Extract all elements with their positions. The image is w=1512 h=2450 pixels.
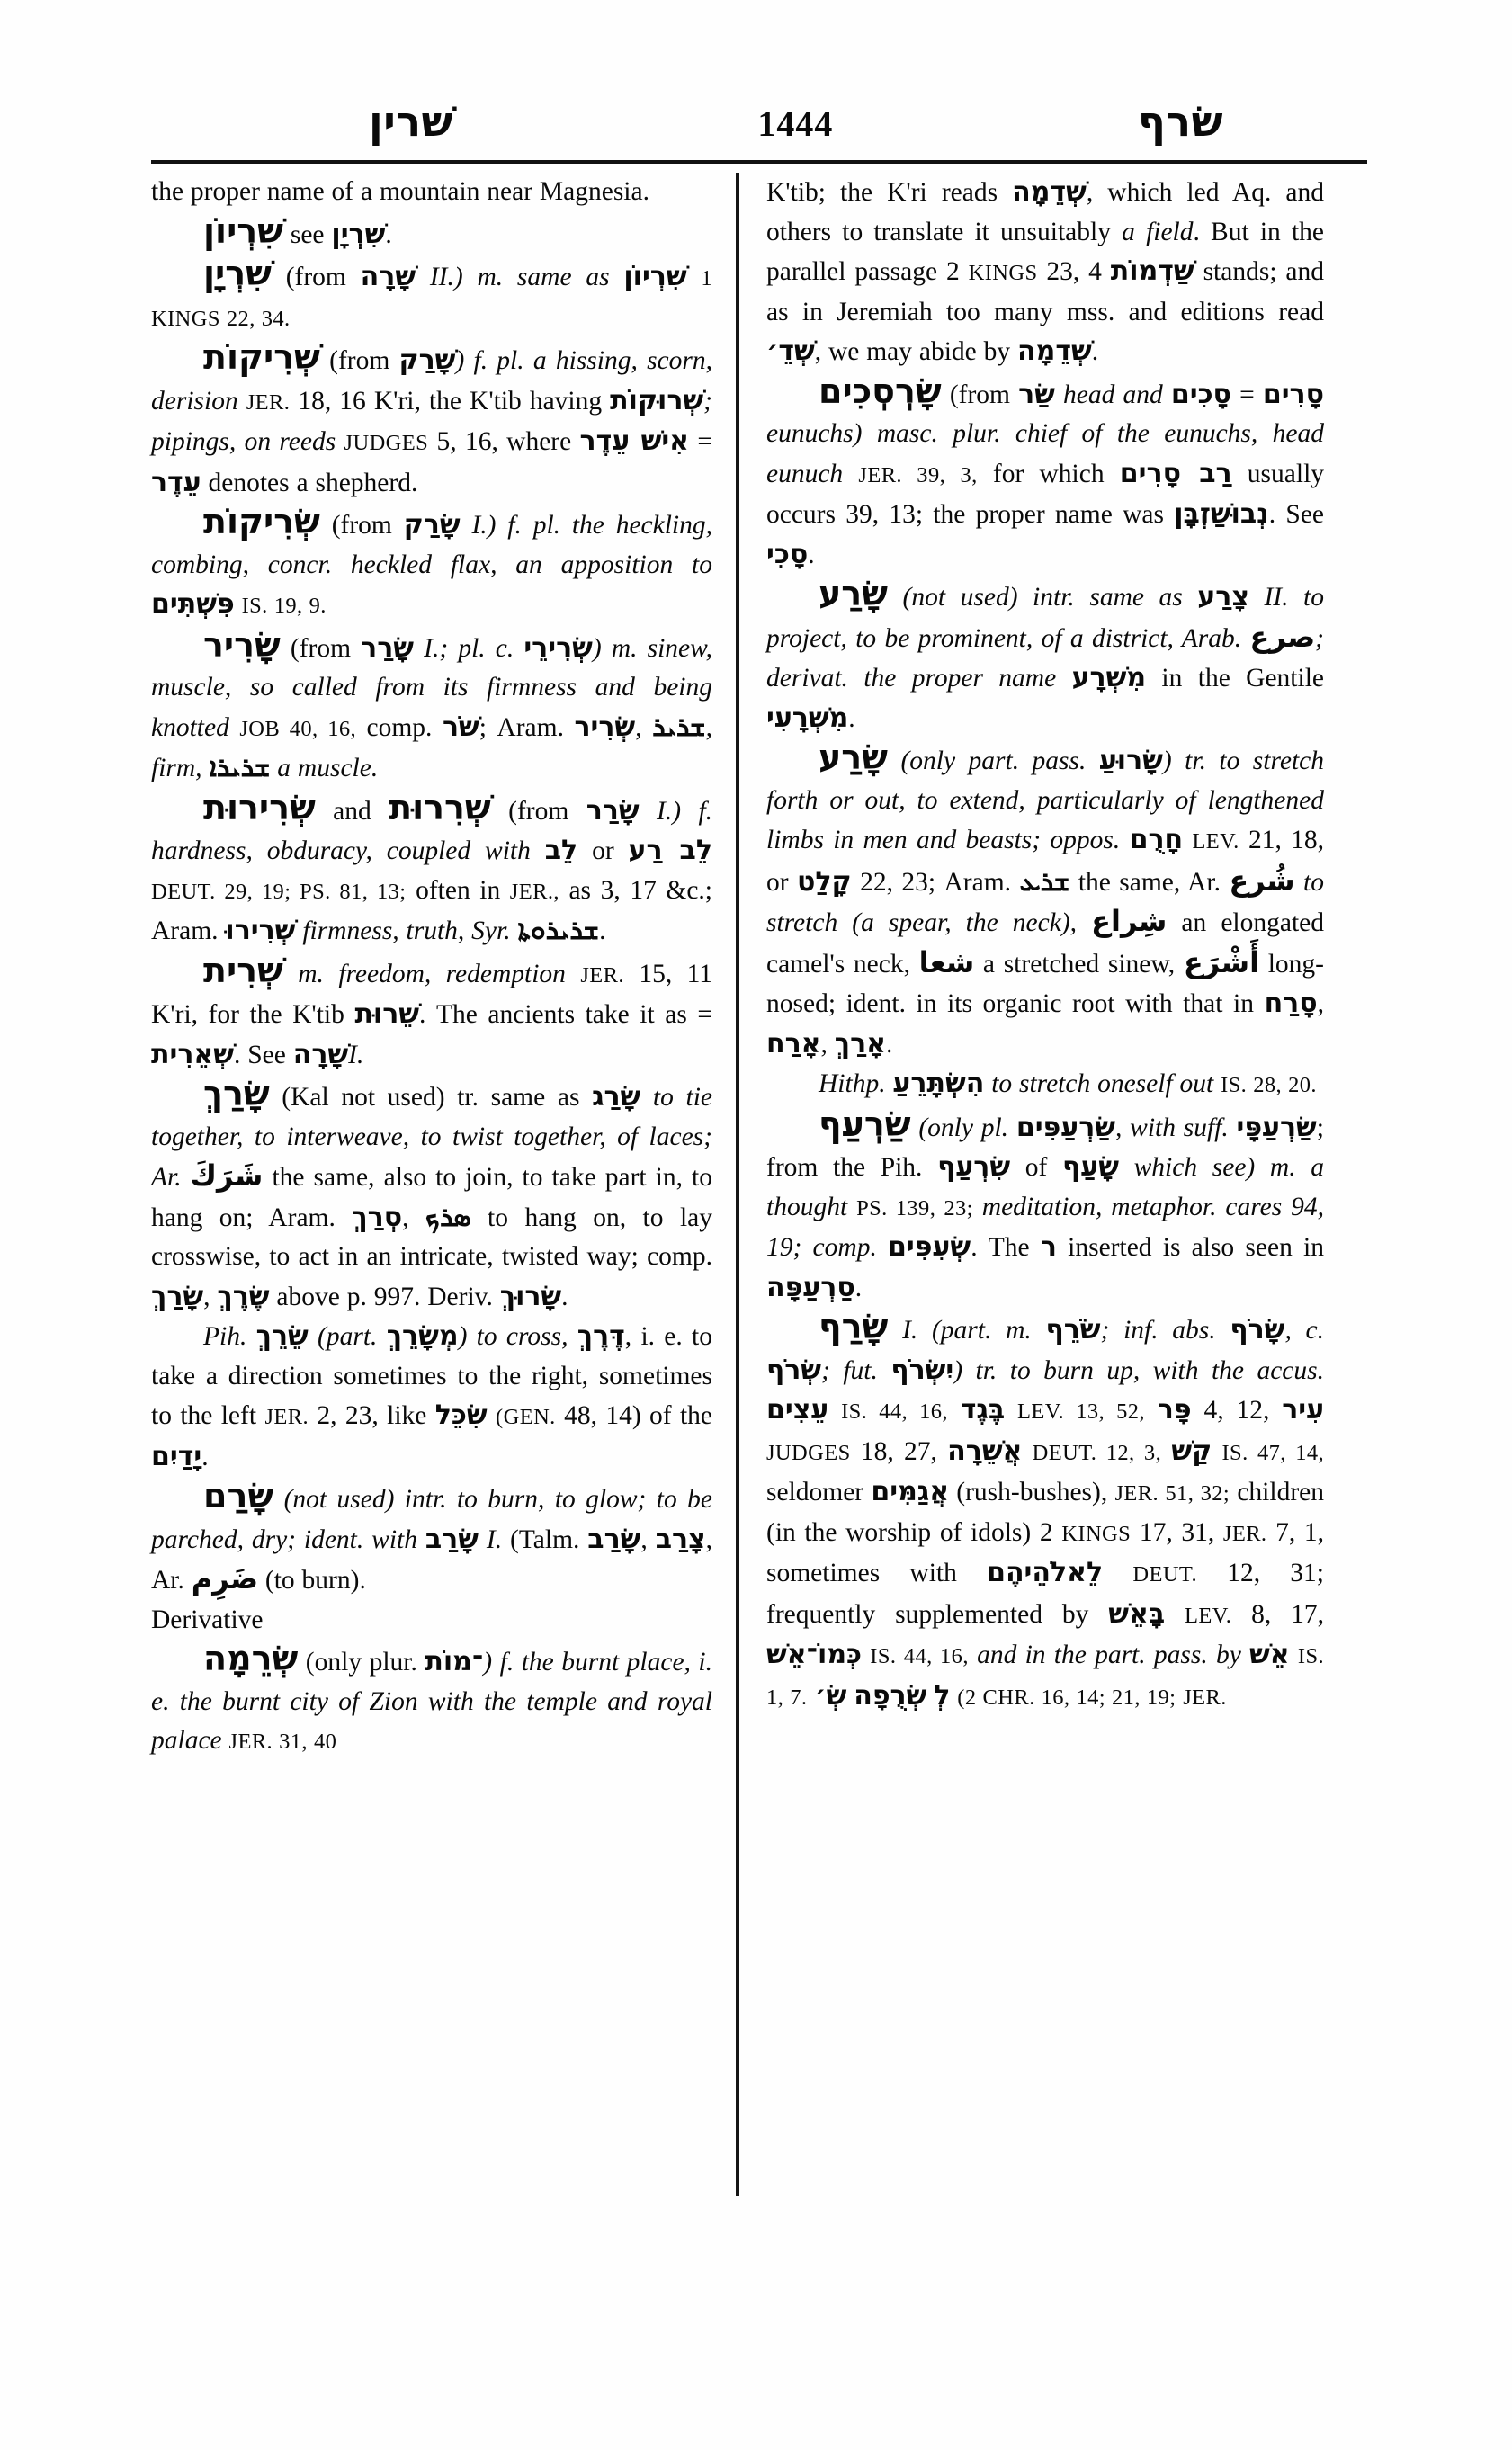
entry-serikot-heckled [151,503,712,626]
definition-text: ; derivat. the proper name [766,623,1324,693]
text-run: (from [941,380,1019,409]
plural-hebrew: שַׂרְעַפִּים [1015,1111,1116,1143]
grammar-abbrev: (only pl. [910,1113,1016,1142]
entry-sherikot-hissing [151,338,712,503]
text-run: K'tib; the K'ri reads [766,178,1013,207]
derivative-label: Derivative [151,1605,264,1634]
derivative-hebrew: שָׂרוּךְ [499,1280,562,1312]
infinitive-hebrew: שְׂרֹף [766,1354,822,1386]
lemma-hebrew: שְׂרִיקוֹת [203,502,320,541]
scripture-reference: IS. 44, 16, [841,1399,948,1424]
scripture-reference: LEV. [1185,1603,1232,1628]
lemma-hebrew: שָׂרַע [819,574,889,613]
aramaic-hebrew: שְׁרִירוּ [225,915,296,946]
definition-text: and in the part. pass. by [968,1641,1250,1669]
grammar-abbrev: (part. [308,1322,387,1351]
text-run: 12, 31; [1197,1559,1324,1587]
text-run: , Ar. [151,1525,713,1595]
text-run: . [854,1273,863,1302]
text-run: , which led Aq. and others to translate it unsuitably [766,178,1324,246]
text-run: inserted is also seen in [1056,1233,1324,1262]
object-hebrew: דֶּרֶךְ [577,1320,625,1352]
kri-hebrew: שְׁדֵמָה [1017,335,1092,367]
cognate-hebrew: אָרַח [766,1027,821,1060]
paragraph-continuation [766,173,1324,372]
text-run: of [1010,1153,1063,1182]
subentry-hithpael [766,1064,1324,1105]
comparison-hebrew: שֹׁר [442,711,479,743]
entry-shiryon-see [151,212,712,255]
text-run: (to burn). [258,1566,366,1595]
page-number: 1444 [757,103,834,144]
lemma-hebrew: שָׂרַע [819,738,889,777]
entry-sherit-freedom [151,952,712,1076]
left-column [151,173,736,2358]
text-run: the proper name of a mountain near Magnesia. [151,177,649,206]
entry-seremah-burnt-place [151,1640,712,1762]
component-hebrew: סָרִים [1262,378,1325,410]
proper-name-hebrew: מִשְׁרָע [1071,662,1147,693]
definition-text: f. hardness, obduracy, coupled with [151,796,713,865]
arabic-script: شُرع [1229,863,1295,898]
text-run: (from [319,346,399,375]
definition-text: ) m. sinew, muscle, so called from its firmness and being knotted [151,633,713,742]
scripture-reference: JER. 39, 3, [858,462,978,487]
definition-text: ) f. the burnt place, i. e. the burnt city of Zion with the temple and royal palace [151,1648,712,1755]
phrase-hebrew: עֵדֶר [151,466,201,498]
text-run: the same, also to join, to take part in, to hang on; Aram. [151,1163,712,1232]
text-run: . [599,917,606,945]
text-run: 15, 11 [623,959,712,988]
scripture-reference: KINGS [968,261,1038,285]
entry-sarsekim [766,372,1324,576]
text-run: 7, 1, [1266,1517,1325,1547]
paragraph-continuation [151,173,712,212]
entry-saram-burn: שָׂרַם (not used) intr. to burn, to glow; to be parched, dry; ident. with שָׂרַב I. (Talm. שָׂרַב, צָרַב, Ar. ضَرِم (to burn). Derivative [151,1476,713,1634]
accusative-hebrew: עִיר [1282,1394,1325,1426]
header-rule [151,160,1367,164]
definition-text: ) to cross, [458,1322,577,1351]
text-run: above p. 997. [269,1282,421,1311]
roman-numeral: I. [902,1316,918,1345]
running-head-right-hebrew: שׂרף [1137,97,1223,146]
abbrev-hebrew: שְׁדֵ׳ [766,335,815,367]
accusative-hebrew: אֲגַמִּים [871,1476,950,1507]
two-column-body [151,173,1371,2358]
text-run: = [689,427,712,456]
same-as-hebrew: שָׂרַג [592,1081,641,1113]
text-run: comp. [356,712,443,742]
scripture-reference: IS. 28, 20. [1221,1073,1317,1097]
grammar-abbrev: , c. [1284,1316,1324,1345]
text-run: as 3, 17 &c.; Aram. [151,875,713,945]
lemma-hebrew: שָׂרַם [203,1476,274,1516]
definition-text: ) f. pl. a hissing, scorn, derision [151,346,713,416]
lemma-hebrew: שִׁרְיָן [203,254,272,293]
parallel-hebrew: שַׁדְמוֹת [1110,255,1194,287]
letter-hebrew: ר [1040,1231,1057,1263]
text-run: stands; and as in Jeremiah too many mss. and editions read [766,257,1324,326]
running-head-left-hebrew: שׁרין [369,97,453,146]
root-hebrew: שָׂרַק [403,509,461,541]
accusative-hebrew: אֲשֵׁרָה [947,1435,1023,1467]
text-run: . [201,1442,209,1471]
scripture-reference: JER. [246,389,291,415]
talmudic-hebrew: שָׂרַב [587,1523,641,1555]
text-run: (from [319,511,404,540]
roman-numeral: I.) [657,796,682,826]
entry-sarak-tie: שָׂרַךְ (Kal not used) tr. same as שָׂרַג to tie together, to interweave, to twist together, of laces; Ar. شَرَكَ the same, also to join, to take part in, to hang on; Aram. סְרַךְ, ܣܪܟ to hang on, to lay crosswise, to act in an intricate, twisted way; comp. שָׂרַךְ, שֶׂרֶךְ above p. 997. Deriv. שָׂרוּךְ. [151,1074,712,1312]
text-run: 23, 4 [1037,257,1111,286]
text-run: , we may abide by [814,337,1018,366]
definition-text: ; pipings, on reeds [151,386,712,456]
collocation-hebrew: לֵב [544,835,578,866]
lemma-hebrew: שֵׂרֵךְ [255,1320,309,1352]
text-run: (from [271,263,361,291]
cognate-hebrew: אָרַךְ [834,1027,886,1060]
object-hebrew: יָדַיִם [151,1440,202,1472]
opposite-hebrew: חָרֻם [1129,824,1184,855]
text-run: K'ri, for the K'tib [151,1000,355,1029]
conjugation-label: Pih. [203,1322,247,1351]
roman-numeral: II. [1264,583,1289,612]
text-run: . But in the parallel passage 2 [766,217,1324,286]
text-run: an elongated camel's neck, [766,908,1324,979]
entry-sara-stretch: שָׂרַע (only part. pass. שָׂרוּעַ) tr. to stretch forth or out, to extend, particularly of lengthened limbs in men and beasts; oppos. חָרֻם LEV. 21, 18, or קָלַט 22, 23; Aram. ܫܪܥ the same, Ar. شُرع to stretch (a spear, the neck), شِراع an elongated camel's neck, شعا a stretched sinew, أَشْرَع long-nosed; ident. in its organic root with that in סָרַח, אָרַח, אָרַךְ. [766,738,1325,1060]
entry-serirut-hardness [151,789,712,952]
root-hebrew: שָׂרַר [361,631,415,664]
scripture-reference: LEV. 13, 52, [1017,1399,1145,1424]
syriac-script: ܫܪܥ [1019,865,1070,898]
scripture-reference: IS. 44, 16, [870,1644,969,1668]
grammar-abbrev: (only part. pass. [888,747,1099,775]
entry-shiryan [151,255,712,338]
text-run: . [561,1282,568,1311]
preposition-hebrew: לְ [934,1679,951,1712]
participle-hebrew: מְשָׂרֵךְ [386,1320,459,1352]
text-run: to hang on, to lay crosswise, to act in an intricate, twisted way; comp. [151,1203,712,1271]
passive-hebrew: שְׂרֻפָה [854,1679,927,1712]
comparison-hebrew: שְׂעִפִּים [888,1231,971,1263]
text-run: ; from the Pih. [766,1113,1324,1182]
definition-text: (not used) intr. to burn, to glow; to be parched, dry; ident. with [151,1485,712,1554]
supplement-hebrew: כְּמוֹ־אֵשׁ [766,1639,863,1670]
text-run: 18, 16 [290,386,374,416]
lemma-hebrew: שְׁרִית [203,950,283,990]
component-hebrew: שַׂר [1018,378,1055,410]
cognate-hebrew: סָרַח [1264,988,1318,1019]
scripture-reference: JOB 40, 16, [239,716,357,741]
ktib-hebrew: שֵׁרוּת [354,998,420,1030]
see-also-hebrew: סָכִי [766,538,809,570]
accusative-hebrew: בֶּגֶד [960,1394,1006,1426]
roman-numeral: II.) [429,263,463,291]
text-run: usually occurs 39, 13; the proper name was [766,459,1325,529]
definition-text: m. freedom, redemption [282,959,581,988]
text-run: (from [490,796,586,826]
scripture-reference: DEUT. 12, 3, [1032,1440,1162,1465]
text-run: often in [406,875,510,905]
scripture-reference: IS. 1, 7. [766,1644,1325,1710]
arabic-script: شعا [918,944,975,979]
scripture-reference: (GEN. [496,1405,556,1429]
entry-saraph-burn [766,1308,1324,1717]
piel-hebrew: שִׂרְעַף [937,1151,1011,1183]
scripture-reference: JER. [1222,1521,1267,1546]
text-run: 2, 23, like [309,1401,435,1430]
aramaic-hebrew: שְׂרִיר [574,711,636,743]
entry-sara-project [766,575,1324,738]
apposition-hebrew: פִּשְׁתִּים [151,588,235,620]
text-run: or [577,836,629,865]
conjugation-label: Hithp. [819,1069,886,1098]
proper-name-hebrew: נְבוּשַׁזְבָּן [1174,498,1269,530]
scripture-reference: DEUT. [1132,1562,1197,1587]
right-column [739,173,1324,2358]
scripture-reference: JER., [509,879,559,904]
definition-text: firmness, truth, Syr. [295,917,518,945]
text-run: . [808,540,815,569]
scripture-reference: (2 CHR. 16, 14; 21, 19; [957,1685,1176,1710]
roman-numeral: I.) [471,511,497,540]
roman-numeral: I. [486,1525,503,1554]
syriac-script: ܫܪܝܪܘܬܐ [517,915,600,946]
lemma-hebrew: שְׂרֵמָה [203,1639,299,1678]
abbrev-hebrew: שְׂ׳ [814,1679,847,1712]
talmudic-hebrew: צָרַב [655,1523,706,1555]
scripture-reference: JER. [264,1405,309,1429]
text-run: . [1091,337,1099,366]
text-run: . [385,219,392,249]
scripture-reference: KINGS [1061,1521,1132,1546]
future-hebrew: יִשְׂרֹף [890,1354,954,1386]
accusative-hebrew: קַשׁ [1171,1435,1212,1467]
text-run: children (in the worship of idols) 2 [766,1478,1324,1547]
text-run: (from [280,633,362,663]
text-run: sometimes with [766,1559,988,1587]
see-also-hebrew: שָׁרָה [292,1038,349,1070]
preposition-hebrew: לֵאלֹהֵיהֶם [987,1557,1104,1588]
text-run: . [886,1029,893,1059]
definition-text: , firm, [151,712,712,782]
root-hebrew: שָׁרָה [360,261,416,292]
definition-text: to tie together, to interweave, to twist together, of laces; Ar. [151,1083,712,1192]
text-run: seldomer [766,1478,872,1507]
participle-hebrew: שָׂרוּעַ [1098,745,1163,776]
definition-text: to project, to be prominent, of a district, Arab. [766,583,1324,653]
definition-text: f. pl. the heckling, combing, concr. heckled flax, an apposition to [151,511,713,579]
entry-sharir-sinew: שָׂרִיר (from שָׂרַר I.; pl. c. שְׂרִירֵי) m. sinew, muscle, so called from its firmness and being knotted JOB 40, 16, comp. שֹׁר; Aram. שְׂרִיר, ܫܪܝܪ, firm, ܫܪܝܪܐ a muscle. [151,624,713,783]
text-run: . The ancients take it as = [419,1000,712,1029]
arabic-script: أَشْرَع [1183,944,1260,979]
lemma-hebrew: שָׂרַף [819,1307,889,1346]
subentry-pih-serek [151,1317,712,1477]
kri-hebrew: שְׁדֵמָה [1012,176,1087,208]
text-run: , i. e. to take a direction sometimes to the right, sometimes to the left [151,1322,712,1430]
suffix-hebrew: שַׂרְעַפָּי [1236,1111,1317,1143]
plural-hebrew: שְׂרִירֵי [523,631,593,664]
text-run: (rush-bushes), [949,1478,1115,1507]
gloss-italic: a field [1122,217,1194,246]
text-run: . The [971,1233,1041,1262]
infinitive-hebrew: שָׂרֹף [1230,1314,1285,1346]
text-run: = [1230,380,1263,409]
root-hebrew: שָׂרַר [586,794,640,827]
roman-numeral: I.; [424,633,449,663]
collocation-hebrew: לֵב רַע [628,835,712,866]
scripture-reference: LEV. [1192,829,1239,854]
lemma-hebrew: הִשְׂתָּרֵעַ [892,1068,985,1099]
variant-hebrew: שְׁרוּקוֹת [610,384,704,416]
supplement-hebrew: בָּאֵשׁ [1108,1597,1166,1630]
entry-sarap-thought [766,1105,1324,1309]
text-run: frequently supplemented by [766,1599,1109,1629]
text-run: (Talm. [502,1525,588,1554]
gentile-hebrew: מִשְׁרָעִי [766,702,849,734]
grammar-abbrev: ; inf. abs. [1100,1316,1230,1345]
accusative-hebrew: פָּר [1157,1394,1192,1426]
lemma-hebrew: שָׂרַךְ [203,1074,270,1113]
text-run: 48, 14) of the [555,1401,713,1430]
identical-hebrew: שָׂרַב [425,1523,479,1555]
scripture-reference: JER. [1183,1685,1227,1710]
lemma-hebrew: שְׁרִיקוֹת [203,337,320,377]
text-run: 8, 17, [1231,1599,1325,1629]
text-run: long-nosed; ident. in its organic root with that in [766,949,1325,1018]
grammar-abbrev: m. same as [462,263,624,291]
lemma-hebrew: שָׂרְסְכִים [819,371,942,411]
comparison-hebrew: שִׂכֵּל [434,1399,488,1431]
text-run: (only plur. [298,1648,425,1677]
text-run: 18, 27, [850,1436,937,1466]
definition-text: which see) m. a thought [766,1153,1324,1221]
arabic-script: ضَرِم [191,1561,259,1596]
definition-text: to stretch (a spear, the neck), [766,867,1324,937]
syriac-script: ܫܪܝܪܐ [209,752,271,783]
text-run: ; Aram. [479,712,575,742]
scripture-reference: JER. [580,962,624,988]
comparison-hebrew: שֶׂרֶךְ [217,1280,270,1312]
scripture-reference: DEUT. 29, 19; PS. 81, 13; [151,879,407,904]
same-as-hebrew: צָרַע [1197,581,1249,612]
component-hebrew: סָכִים [1170,378,1231,410]
lemma-variant-hebrew: שְׁרִרוּת [389,787,491,827]
lemma-hebrew: שָׂרִיר [203,624,281,665]
root-hebrew: שָׁרַק [398,344,456,376]
text-run: (Kal not used) tr. same as [269,1083,593,1112]
equivalent-hebrew: שְׁאֵרִית [151,1038,234,1070]
text-run: K'ri, the K'tib having [373,386,611,416]
grammar-abbrev: pl. c. [448,633,524,663]
text-run: and [315,796,389,826]
phrase-hebrew: אִישׁ עֵדֶר [579,425,690,457]
text-run: see [282,219,332,249]
scripture-reference: IS. 47, 14, [1221,1440,1325,1465]
definition-text: eunuchs) masc. plur. chief of the eunuchs, head eunuch [766,419,1324,488]
text-run: 17, 31, [1131,1517,1215,1547]
grammar-abbrev: ; fut. [821,1355,891,1385]
definition-text: meditation, metaphor. cares 94, 19; comp. [766,1192,1324,1262]
text-run: 4, 12, [1191,1396,1270,1425]
definition-text: to stretch oneself out [984,1069,1221,1098]
lemma-hebrew: שַׂרְעַף [819,1104,911,1144]
text-run: denotes a shepherd. [201,468,418,497]
aramaic-hebrew: סְרַךְ [352,1201,403,1233]
text-run: . See [1268,500,1324,529]
accusative-hebrew: עֵצִים [766,1394,829,1426]
text-run: the same, Ar. [1069,867,1230,897]
text-run: . See [233,1040,293,1069]
opposite-hebrew: קָלַט [797,865,852,898]
lemma-hebrew: שְׂרִירוּת [203,787,316,827]
running-head [144,79,1367,146]
scripture-reference: 1 KINGS 22, 34. [151,266,713,331]
text-run: . [848,703,855,733]
arabic-script: صرع [1249,619,1316,654]
scripture-reference: PS. 139, 23; [856,1195,973,1221]
text-run: 22, 23; Aram. [851,867,1020,897]
lemma-hebrew: שִׁרְיוֹן [203,210,283,251]
text-run: in the Gentile [1146,664,1324,693]
scripture-reference: JUDGES [344,431,429,455]
text-run: 21, 18, or [766,826,1325,897]
syriac-script: ܫܪܝܪ [652,711,706,743]
roman-numeral: I. [348,1040,364,1069]
plural-hebrew: ־מוֹת [425,1646,484,1677]
grammar-abbrev: (not used) intr. same as [888,583,1198,612]
text-run: Deriv. [420,1282,500,1311]
definition-text: a muscle. [270,754,379,782]
root-hebrew: שָׂעַף [1062,1151,1119,1183]
comparison-hebrew: שָׂרַךְ [151,1280,204,1312]
scripture-reference: JER. 51, 32; [1114,1481,1230,1506]
scripture-reference: IS. 19, 9. [241,594,327,618]
grammar-abbrev: (part. m. [917,1316,1046,1345]
definition-text: ) tr. to stretch forth or out, to extend, particularly of lengthened limbs in men and beasts; oppos. [766,747,1325,854]
related-hebrew: סַרְעַפָּה [766,1271,855,1303]
grammar-abbrev: , with suff. [1115,1113,1237,1142]
text-run: a stretched sinew, [974,949,1184,979]
arabic-script: شِراع [1091,904,1168,938]
text-run: for which [977,459,1120,488]
gloss-italic: head and [1054,380,1171,409]
scripture-reference: JUDGES [766,1440,851,1465]
scripture-reference: JER. 31, 40 [228,1730,337,1754]
supplement-hebrew: אֵשׁ [1249,1639,1290,1670]
definition-text: ) tr. to burn up, with the accus. [953,1355,1324,1385]
same-as-hebrew: שִׁרְיוֹן [623,261,687,292]
variant-hebrew: רַב סָרִים [1119,457,1232,489]
participle-hebrew: שֹׂרֵף [1045,1314,1101,1346]
cross-reference-hebrew: שִׁרְיָן [331,218,386,250]
text-run: 5, 16, where [428,427,580,456]
arabic-script: شَرَكَ [190,1158,264,1193]
syriac-script: ܣܪܟ [425,1201,471,1233]
